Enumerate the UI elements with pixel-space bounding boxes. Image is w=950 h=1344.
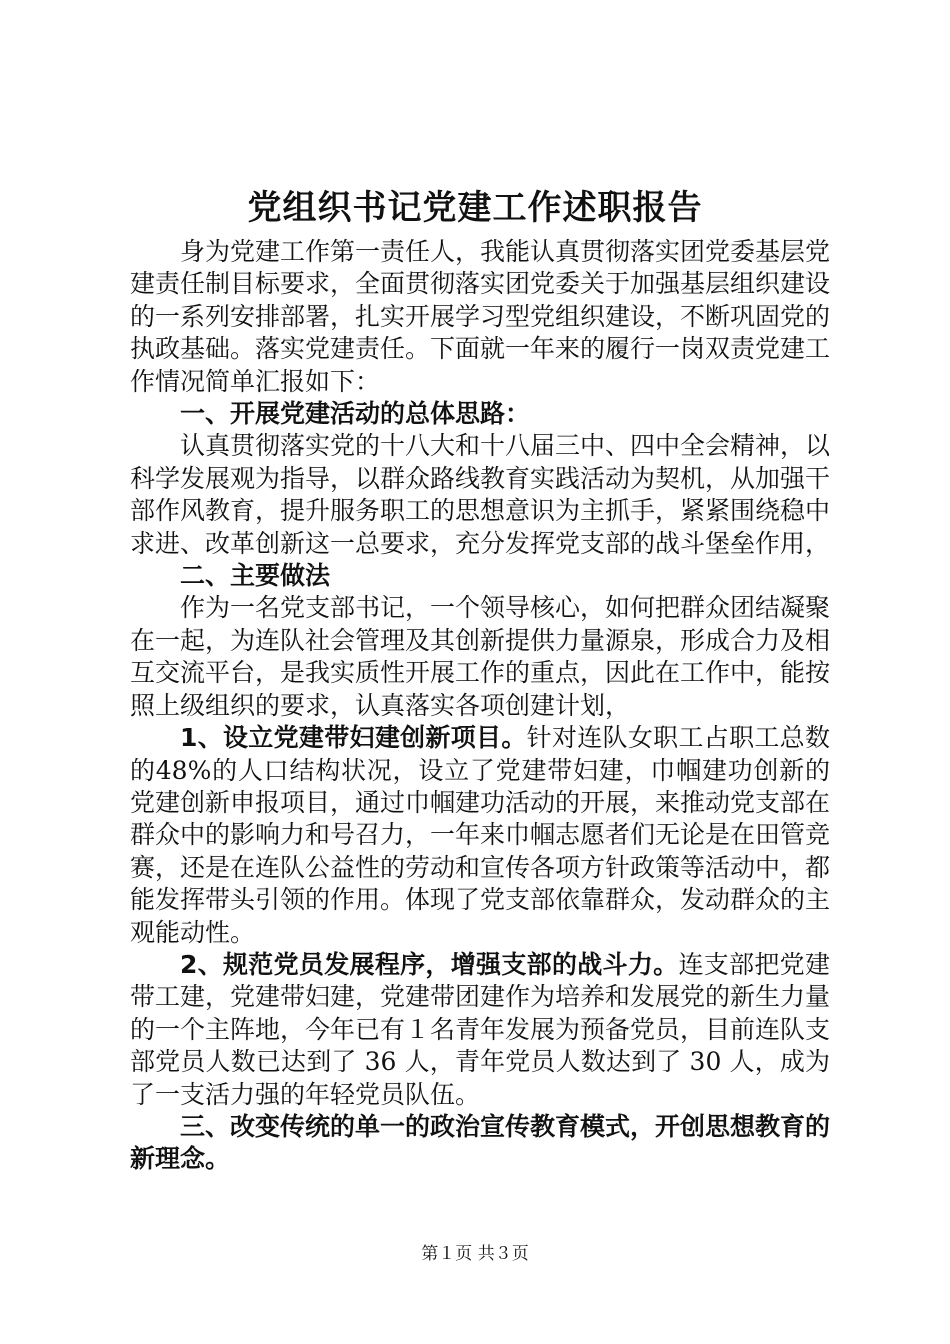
item-1-lead: 1、设立党建带妇建创新项目。 [180, 723, 527, 753]
intro-paragraph: 身为党建工作第一责任人，我能认真贯彻落实团党委基层党建责任制目标要求，全面贯彻落实团党委关于加强基层组织建设的一系列安排部署，扎实开展学习型党组织建设，不断巩固党的执政基础。落实党建责任。下面就一年来的履行一岗双责党建工作情况简单汇报如下： [130, 237, 831, 396]
item-1-paragraph [130, 722, 830, 949]
section-heading-3: 三、改变传统的单一的政治宣传教育模式，开创思想教育的新理念。 [130, 1111, 831, 1174]
page-number: 第１页 共３页 [421, 1244, 529, 1264]
item-2-body: 连支部把党建带工建，党建带妇建，党建带团建作为培养和发展党的新生力量的一个主阵地，今年已有１名青年发展为预备党员，目前连队支部党员人数已达到了 36 人，青年党员人数达到了 30 人，成为了一支活力强的年轻党员队伍。 [130, 949, 831, 1109]
document-body [130, 236, 830, 1176]
section-heading-2: 二、主要做法 [180, 561, 331, 591]
document-title: 党组织书记党建工作述职报告 [247, 188, 703, 228]
item-2-paragraph [130, 949, 830, 1111]
section-1-paragraph: 认真贯彻落实党的十八大和十八届三中、四中全会精神，以科学发展观为指导，以群众路线教育实践活动为契机，从加强干部作风教育，提升服务职工的思想意识为主抓手，紧紧围绕稳中求进、改革创新这一总要求，充分发挥党支部的战斗堡垒作用， [130, 431, 831, 558]
section-2-paragraph: 作为一名党支部书记，一个领导核心，如何把群众团结凝聚在一起，为连队社会管理及其创新提供力量源泉，形成合力及相互交流平台，是我实质性开展工作的重点，因此在工作中，能按照上级组织的要求，认真落实各项创建计划， [130, 593, 831, 720]
item-1-body: 针对连队女职工占职工总数的48%的人口结构状况，设立了党建带妇建，巾帼建功创新的党建创新申报项目，通过巾帼建功活动的开展，来推动党支部在群众中的影响力和号召力，一年来巾帼志愿者们无论是在田管竞赛，还是在连队公益性的劳动和宣传各项方针政策等活动中，都能发挥带头引领的作用。体现了党支部依靠群众，发动群众的主观能动性。 [130, 723, 831, 947]
section-heading-1: 一、开展党建活动的总体思路： [180, 399, 531, 429]
item-2-lead: 2、规范党员发展程序，增强支部的战斗力。 [180, 949, 679, 979]
